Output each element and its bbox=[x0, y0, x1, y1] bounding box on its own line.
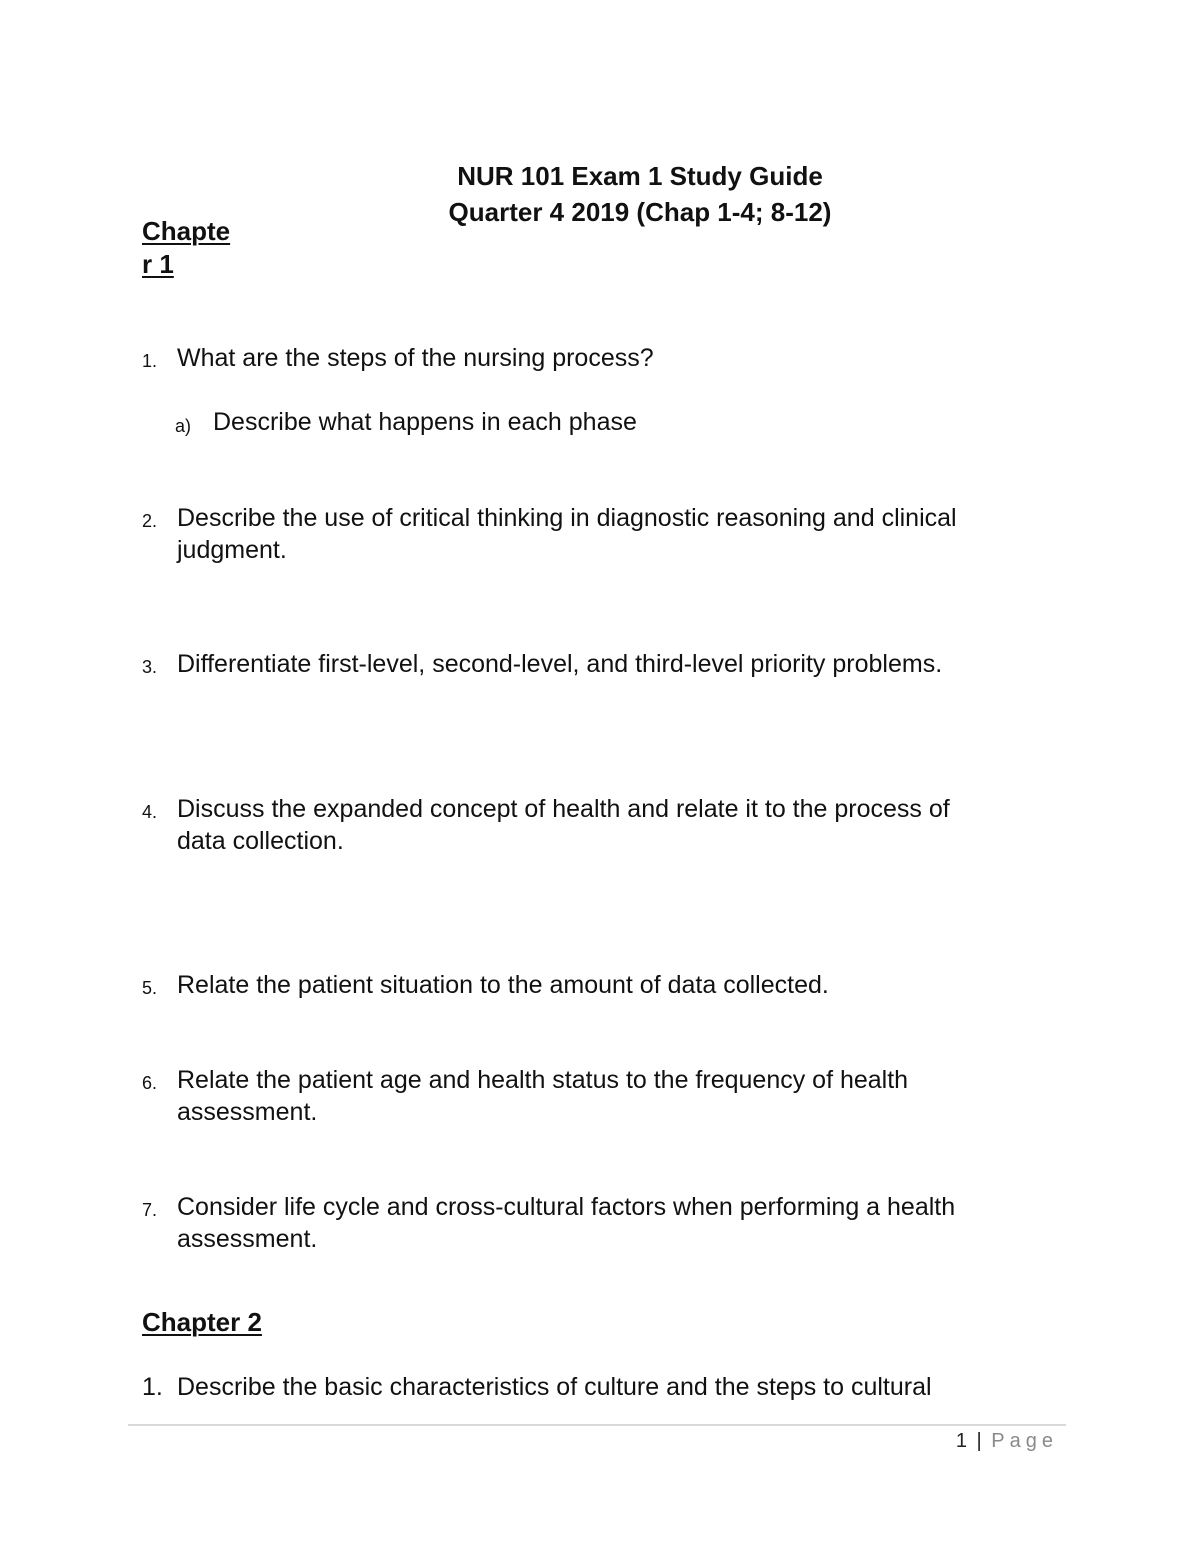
chapter-1-heading-line-2: r 1 bbox=[142, 249, 174, 279]
list-item bbox=[142, 342, 1062, 374]
list-item-text: Relate the patient age and health status to the frequency of health assessment. bbox=[177, 1066, 909, 1126]
list-item-number: 3. bbox=[142, 657, 158, 677]
list-item-text: Describe the basic characteristics of culture and the steps to cultural bbox=[177, 1373, 932, 1401]
page-number: 1 bbox=[955, 1430, 967, 1452]
document-title: NUR 101 Exam 1 Study Guide bbox=[457, 161, 823, 191]
chapter-1-heading-line-1: Chapte bbox=[142, 216, 231, 246]
list-subitem bbox=[175, 406, 637, 438]
list-item-text: Consider life cycle and cross-cultural factors when performing a health assessment. bbox=[177, 1193, 956, 1253]
list-item-number: 2. bbox=[142, 511, 158, 531]
list-subitem-letter: a) bbox=[175, 416, 192, 436]
list-item-text: Discuss the expanded concept of health and relate it to the process of data collection. bbox=[177, 795, 950, 855]
list-item-number: 1. bbox=[142, 351, 158, 371]
list-item-number: 7. bbox=[142, 1200, 158, 1220]
document-subtitle: Quarter 4 2019 (Chap 1-4; 8-12) bbox=[448, 197, 832, 227]
list-item-text: Describe the use of critical thinking in diagnostic reasoning and clinical judgment. bbox=[177, 504, 957, 564]
chapter-2-heading: Chapter 2 bbox=[142, 1307, 262, 1337]
list-item bbox=[142, 1064, 1062, 1128]
list-item-number: 5. bbox=[142, 978, 158, 998]
list-item bbox=[142, 969, 1062, 1001]
list-item-number: 1. bbox=[142, 1373, 163, 1401]
list-item bbox=[142, 793, 1062, 857]
list-item bbox=[142, 1191, 1062, 1255]
list-subitem-text: Describe what happens in each phase bbox=[213, 408, 637, 436]
footer-separator: | bbox=[976, 1430, 982, 1452]
page-label: Page bbox=[991, 1430, 1058, 1452]
footer-divider bbox=[128, 1424, 1066, 1426]
list-item-number: 4. bbox=[142, 802, 158, 822]
list-item-number: 6. bbox=[142, 1073, 158, 1093]
list-item-text: What are the steps of the nursing process? bbox=[177, 344, 654, 372]
list-item bbox=[142, 502, 1062, 566]
list-item-text: Relate the patient situation to the amount of data collected. bbox=[177, 971, 829, 999]
list-item-text: Differentiate first-level, second-level, and third-level priority problems. bbox=[177, 650, 943, 678]
list-item bbox=[142, 1371, 1062, 1403]
page-footer bbox=[956, 1428, 1058, 1454]
list-item bbox=[142, 648, 1062, 680]
